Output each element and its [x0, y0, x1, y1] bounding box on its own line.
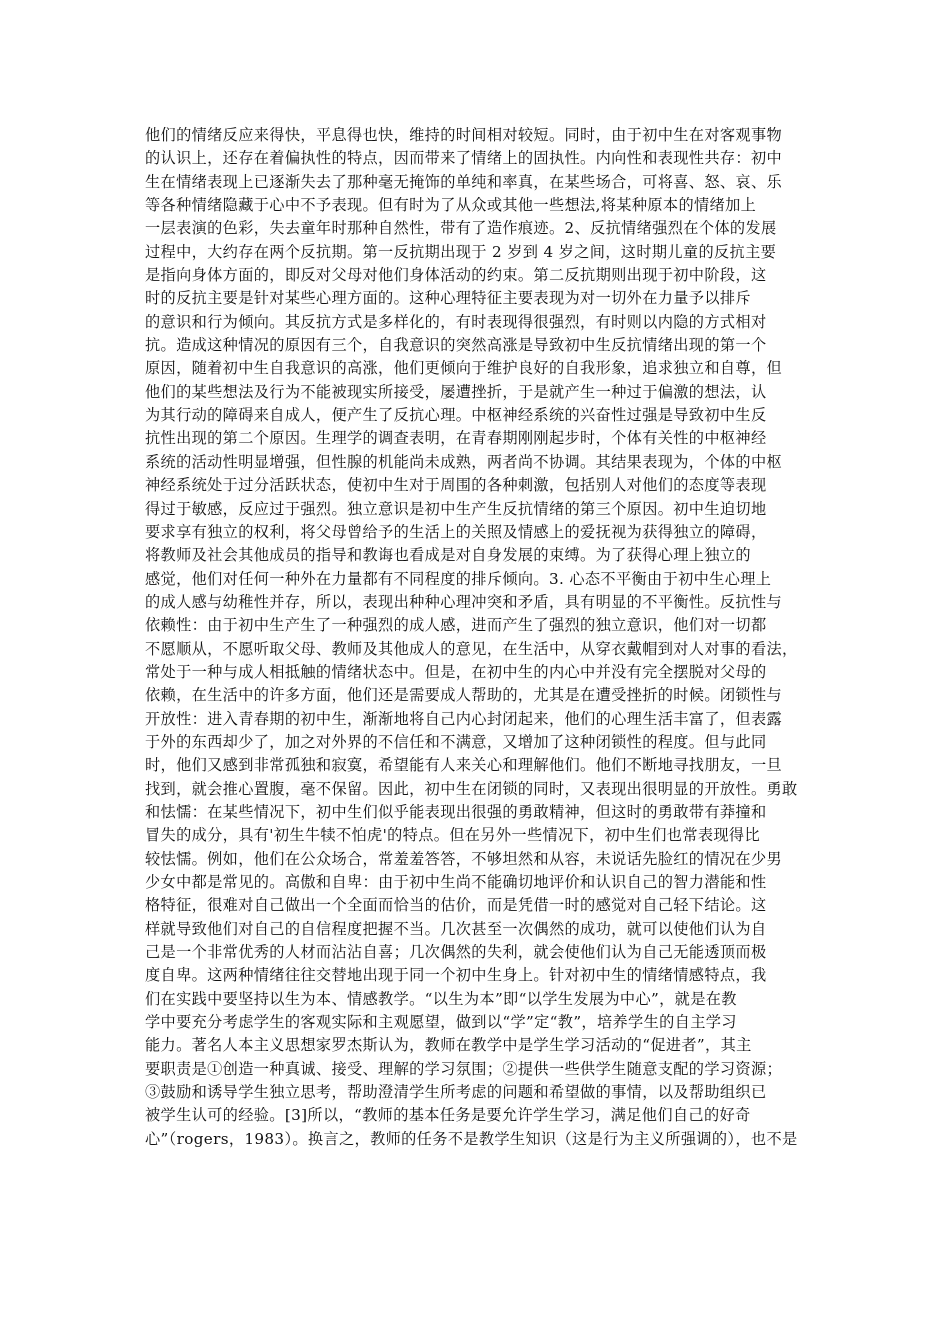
text-line: 能力。著名人本主义思想家罗杰斯认为，教师在教学中是学生学习活动的“促进者”，其主 [145, 1036, 752, 1055]
text-line: 要求享有独立的权利，将父母曾给予的生活上的关照及情感上的爱抚视为获得独立的障碍， [145, 522, 767, 541]
text-line: 过程中，大约存在两个反抗期。第一反抗期出现于 2 岁到 4 岁之间，这时期儿童的反抗主要 [145, 242, 777, 261]
text-line: 开放性：进入青春期的初中生，渐渐地将自己内心封闭起来，他们的心理生活丰富了，但表露 [145, 709, 783, 728]
text-line: 神经系统处于过分活跃状态，使初中生对于周围的各种刺激，包括别人对他们的态度等表现 [145, 476, 767, 495]
text-line: 的意识和行为倾向。其反抗方式是多样化的，有时表现得很强烈，有时则以内隐的方式相对 [145, 312, 767, 331]
text-line: 的成人感与幼稚性并存，所以，表现出种种心理冲突和矛盾，具有明显的不平衡性。反抗性与 [145, 592, 783, 611]
text-line: 的认识上，还存在着偏执性的特点，因而带来了情绪上的固执性。内向性和表现性共存：初中 [145, 149, 783, 168]
text-line: 学中要充分考虑学生的客观实际和主观愿望，做到以“学”定“教”，培养学生的自主学习 [145, 1013, 737, 1032]
text-line: 冒失的成分，具有'初生牛犊不怕虎'的特点。但在另外一些情况下，初中生们也常表现得比 [145, 826, 761, 845]
text-line: 格特征，很难对自己做出一个全面而恰当的估价，而是凭借一时的感觉对自己轻下结论。这 [145, 896, 767, 915]
text-line: 依赖性：由于初中生产生了一种强烈的成人感，进而产生了强烈的独立意识，他们对一切都 [145, 616, 767, 635]
text-line: 少女中都是常见的。高傲和自卑：由于初中生尚不能确切地评价和认识自己的智力潜能和性 [145, 873, 767, 891]
text-line: 常处于一种与成人相抵触的情绪状态中。但是，在初中生的内心中并没有完全摆脱对父母的 [145, 662, 767, 681]
text-line: 样就导致他们对自己的自信程度把握不当。几次甚至一次偶然的成功，就可以使他们认为自 [145, 919, 767, 938]
text-line: 们在实践中要坚持以生为本、情感教学。“以生为本”即“以学生发展为中心”，就是在教 [145, 989, 737, 1008]
text-line: 时，他们又感到非常孤独和寂寞，希望能有人来关心和理解他们。他们不断地寻找朋友，一旦 [145, 756, 783, 775]
text-line: 为其行动的障碍来自成人，便产生了反抗心理。中枢神经系统的兴奋性过强是导致初中生反 [145, 406, 767, 425]
text-line: 要职责是①创造一种真诚、接受、理解的学习氛围；②提供一些供学生随意支配的学习资源； [145, 1059, 783, 1078]
text-line: 他们的情绪反应来得快，平息得也快，维持的时间相对较短。同时，由于初中生在对客观事物 [145, 126, 783, 144]
text-line: 感觉，他们对任何一种外在力量都有不同程度的排斥倾向。3. 心态不平衡由于初中生心理上 [145, 569, 772, 588]
text-line: 他们的某些想法及行为不能被现实所接受，屡遭挫折，于是就产生一种过于偏激的想法，认 [145, 382, 767, 401]
text-line: 得过于敏感，反应过于强烈。独立意识是初中生产生反抗情绪的第三个原因。初中生迫切地 [145, 499, 767, 518]
text-line: 被学生认可的经验。[3]所以，“教师的基本任务是要允许学生学习，满足他们自己的好奇 [145, 1106, 751, 1125]
text-line: 是指向身体方面的，即反对父母对他们身体活动的约束。第二反抗期则出现于初中阶段，这 [145, 266, 767, 285]
text-line: 将教师及社会其他成员的指导和教诲也看成是对自身发展的束缚。为了获得心理上独立的 [145, 546, 751, 565]
text-line: 找到，就会推心置腹，毫不保留。因此，初中生在闭锁的同时，又表现出很明显的开放性。勇敢 [145, 779, 798, 798]
text-line: 心”（rogers，1983）。换言之，教师的任务不是教学生知识（这是行为主义所强调的），也不是 [145, 1129, 798, 1148]
text-line: 系统的活动性明显增强，但性腺的机能尚未成熟，两者尚不协调。其结果表现为，个体的中枢 [145, 452, 783, 471]
text-line: 依赖，在生活中的许多方面，他们还是需要成人帮助的，尤其是在遭受挫折的时候。闭锁性与 [145, 686, 783, 705]
text-line: 和怯懦：在某些情况下，初中生们似乎能表现出很强的勇敢精神，但这时的勇敢带有莽撞和 [145, 802, 767, 821]
text-line: 原因，随着初中生自我意识的高涨，他们更倾向于维护良好的自我形象，追求独立和自尊，但 [145, 359, 783, 378]
text-line: 生在情绪表现上已逐渐失去了那种毫无掩饰的单纯和率真，在某些场合，可将喜、怒、哀、乐 [145, 172, 783, 191]
text-line: 抗性出现的第二个原因。生理学的调查表明，在青春期刚刚起步时，个体有关性的中枢神经 [145, 429, 767, 448]
text-line: 一层表演的色彩，失去童年时那种自然性，带有了造作痕迹。2、反抗情绪强烈在个体的发展 [145, 219, 777, 238]
text-line: 己是一个非常优秀的人材而沾沾自喜；几次偶然的失利，就会使他们认为自己无能透顶而极 [145, 943, 767, 962]
text-line: 抗。造成这种情况的原因有三个，自我意识的突然高涨是导致初中生反抗情绪出现的第一个 [145, 336, 767, 355]
text-line: 度自卑。这两种情绪往往交替地出现于同一个初中生身上。针对初中生的情绪情感特点，我 [145, 966, 767, 985]
text-line: 不愿顺从，不愿听取父母、教师及其他成人的意见，在生活中，从穿衣戴帽到对人对事的看法， [145, 639, 798, 658]
document-page [145, 124, 807, 1151]
text-line: ③鼓励和诱导学生独立思考，帮助澄清学生所考虑的问题和希望做的事情，以及帮助组织已 [145, 1083, 767, 1102]
text-line: 于外的东西却少了，加之对外界的不信任和不满意，又增加了这种闭锁性的程度。但与此同 [145, 732, 767, 751]
text-line: 时的反抗主要是针对某些心理方面的。这种心理特征主要表现为对一切外在力量予以排斥 [145, 289, 751, 308]
text-line: 等各种情绪隐藏于心中不予表现。但有时为了从众或其他一些想法,将某种原本的情绪加上 [145, 196, 757, 215]
text-line: 较怯懦。例如，他们在公众场合，常羞羞答答，不够坦然和从容，未说话先脸红的情况在少男 [145, 849, 783, 868]
